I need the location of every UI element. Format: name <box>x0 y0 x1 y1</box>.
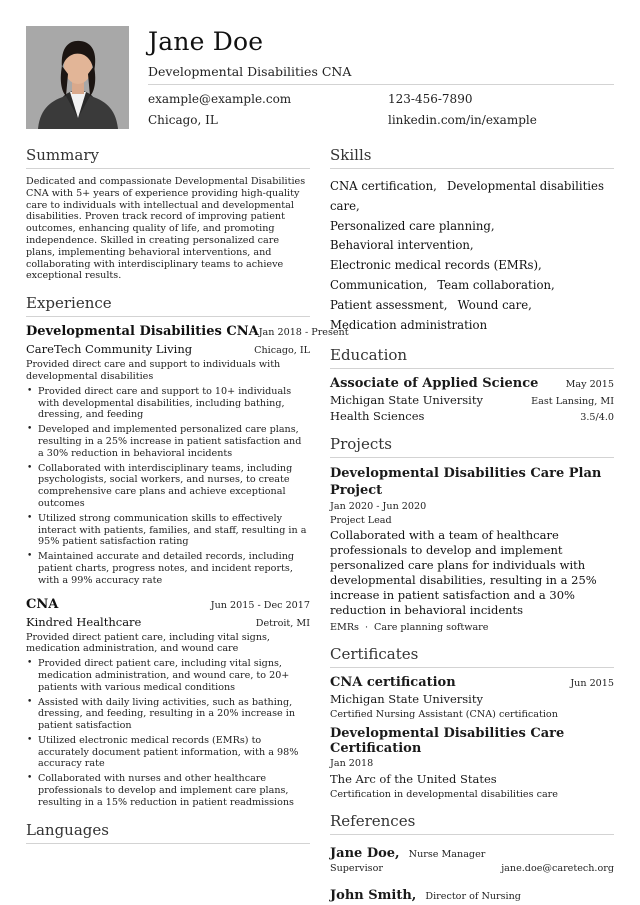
languages-section <box>26 821 310 844</box>
left-column <box>26 146 349 856</box>
skills-section <box>330 146 614 334</box>
project-description: Collaborated with a team of healthcare professionals to develop and implement personalized care plans for individuals with developmental disabilities, resulting in a 25% increase in patient satisfaction and a 30% reduction in behavioral incidents <box>330 528 597 618</box>
list-item: • Developed and implemented personalized care plans, resulting in a 25% increase in patient satisfaction and a 30% reduction in behavioral incidents <box>26 424 310 459</box>
certificate-name: CNA certification <box>330 675 456 691</box>
skill-item: Team collaboration, <box>437 277 555 292</box>
contact-phone[interactable]: 123-456-7890 <box>388 92 473 106</box>
list-item: • Collaborated with nurses and other healthcare professionals to develop and implement care plans, resulting in a 15% reduction in patient readmissions <box>26 773 310 808</box>
job-bullets <box>26 386 310 587</box>
reference-entry <box>330 884 614 903</box>
candidate-name: Jane Doe <box>148 27 264 56</box>
certificate-detail: Certification in developmental disabilities care <box>330 789 558 801</box>
job-location: Detroit, MI <box>255 617 310 629</box>
list-item: • Utilized strong communication skills to effectively interact with patients, families, and staff, resulting in a 95% patient satisfaction rating <box>26 513 310 548</box>
reference-company: Supervisor <box>330 863 383 875</box>
job-organization: CareTech Community Living <box>26 342 193 357</box>
skills-heading: Skills <box>330 146 614 169</box>
job-entry <box>26 324 349 586</box>
skill-item: Personalized care planning, <box>330 218 495 233</box>
profile-photo <box>26 26 129 129</box>
job-role: Developmental Disabilities CNA <box>26 324 259 340</box>
list-item: • Provided direct care and support to 10+ individuals with developmental disabilities, including bathing, dressing, and feeding <box>26 386 310 421</box>
job-date: Jan 2018 - Present <box>258 327 349 339</box>
list-item: • Maintained accurate and detailed records, including patient charts, progress notes, and incident reports, with a 99% accuracy rate <box>26 551 310 586</box>
education-location: East Lansing, MI <box>531 396 614 408</box>
job-bullets <box>26 658 310 809</box>
certificate-detail: Certified Nursing Assistant (CNA) certification <box>330 709 558 721</box>
certificate-issuer: The Arc of the United States <box>330 772 497 787</box>
education-school: Michigan State University <box>330 393 483 408</box>
reference-entry <box>330 842 614 874</box>
project-date: Jan 2020 - Jun 2020 <box>330 501 427 513</box>
project-role: Project Lead <box>330 515 392 527</box>
certificate-issuer: Michigan State University <box>330 692 483 707</box>
education-gpa: 3.5/4.0 <box>580 412 614 424</box>
skills-list <box>330 176 614 334</box>
reference-email[interactable]: jane.doe@caretech.org <box>501 863 614 875</box>
reference-role: Nurse Manager <box>408 849 486 861</box>
job-date: Jun 2015 - Dec 2017 <box>210 599 310 611</box>
skill-item: Patient assessment, <box>330 297 448 312</box>
job-role: CNA <box>26 596 59 612</box>
skill-item: CNA certification, <box>330 179 437 193</box>
education-field: Health Sciences <box>330 409 425 424</box>
experience-heading: Experience <box>26 294 310 317</box>
project-tags <box>330 622 614 633</box>
references-heading: References <box>330 812 614 835</box>
summary-text: Dedicated and compassionate Developmental Disabilities CNA with 5+ years of experience providing high-quality care to individuals with intellectual and developmental disabilities. Proven track record of improving patient outcomes, enhancing quality of life, and promoting independence. Skilled in creating personalized care plans, implementing behavioral interventions, and collaborating with interdisciplinary teams to achieve exceptional results. <box>26 176 306 282</box>
education-heading: Education <box>330 346 614 369</box>
certificate-name: Developmental Disabilities Care Certification <box>330 726 565 757</box>
contact-linkedin[interactable]: linkedin.com/in/example <box>388 113 537 127</box>
list-item: • Provided direct patient care, including vital signs, medication administration, and wound care, to 20+ patients with various medical conditions <box>26 658 310 693</box>
skill-item: Electronic medical records (EMRs), <box>330 258 542 273</box>
certificate-entry <box>330 726 614 800</box>
list-item: • Collaborated with interdisciplinary teams, including psychologists, social workers, and nurses, to create comprehensive care plans and achieve exceptional outcomes <box>26 463 310 510</box>
projects-section <box>330 435 614 633</box>
candidate-title: Developmental Disabilities CNA <box>148 64 352 79</box>
languages-heading: Languages <box>26 821 310 844</box>
skill-item: Developmental disabilities care, <box>330 179 604 213</box>
certificate-entry <box>330 675 614 720</box>
right-column <box>330 146 614 905</box>
contact-email[interactable]: example@example.com <box>148 92 292 106</box>
tag-separator: · <box>364 622 369 634</box>
summary-section <box>26 146 310 282</box>
skill-item: Behavioral intervention, <box>330 238 474 253</box>
header-divider <box>148 84 614 85</box>
project-title: Developmental Disabilities Care Plan Project <box>330 466 602 499</box>
job-entry <box>26 597 310 809</box>
list-item: • Utilized electronic medical records (EMRs) to accurately document patient information, with a 98% accuracy rate <box>26 735 310 770</box>
experience-section <box>26 294 349 809</box>
project-tag: EMRs <box>330 622 359 634</box>
skill-item: Communication, <box>330 277 428 292</box>
certificate-date: Jan 2018 <box>330 758 374 770</box>
reference-name: Jane Doe, <box>330 846 400 862</box>
reference-name: John Smith, <box>330 888 417 904</box>
job-description: Provided direct patient care, including vital signs, medication administration, and wound care <box>26 631 270 655</box>
contact-location: Chicago, IL <box>148 113 218 127</box>
education-date: May 2015 <box>565 379 614 391</box>
skill-item: Wound care, <box>457 297 532 312</box>
certificate-date: Jun 2015 <box>570 678 614 690</box>
project-tag: Care planning software <box>374 622 489 634</box>
education-section <box>330 346 614 423</box>
summary-heading: Summary <box>26 146 310 169</box>
job-location: Chicago, IL <box>254 345 310 357</box>
references-section <box>330 812 614 903</box>
certificates-heading: Certificates <box>330 645 614 668</box>
list-item: • Assisted with daily living activities, such as bathing, dressing, and feeding, resulting in a 20% increase in patient satisfaction <box>26 697 310 732</box>
certificates-section <box>330 645 614 800</box>
projects-heading: Projects <box>330 435 614 458</box>
job-description: Provided direct care and support to individuals with developmental disabilities <box>26 359 281 382</box>
reference-role: Director of Nursing <box>425 891 521 903</box>
skill-item: Medication administration <box>330 317 488 332</box>
job-organization: Kindred Healthcare <box>26 614 142 629</box>
education-degree: Associate of Applied Science <box>330 376 539 392</box>
